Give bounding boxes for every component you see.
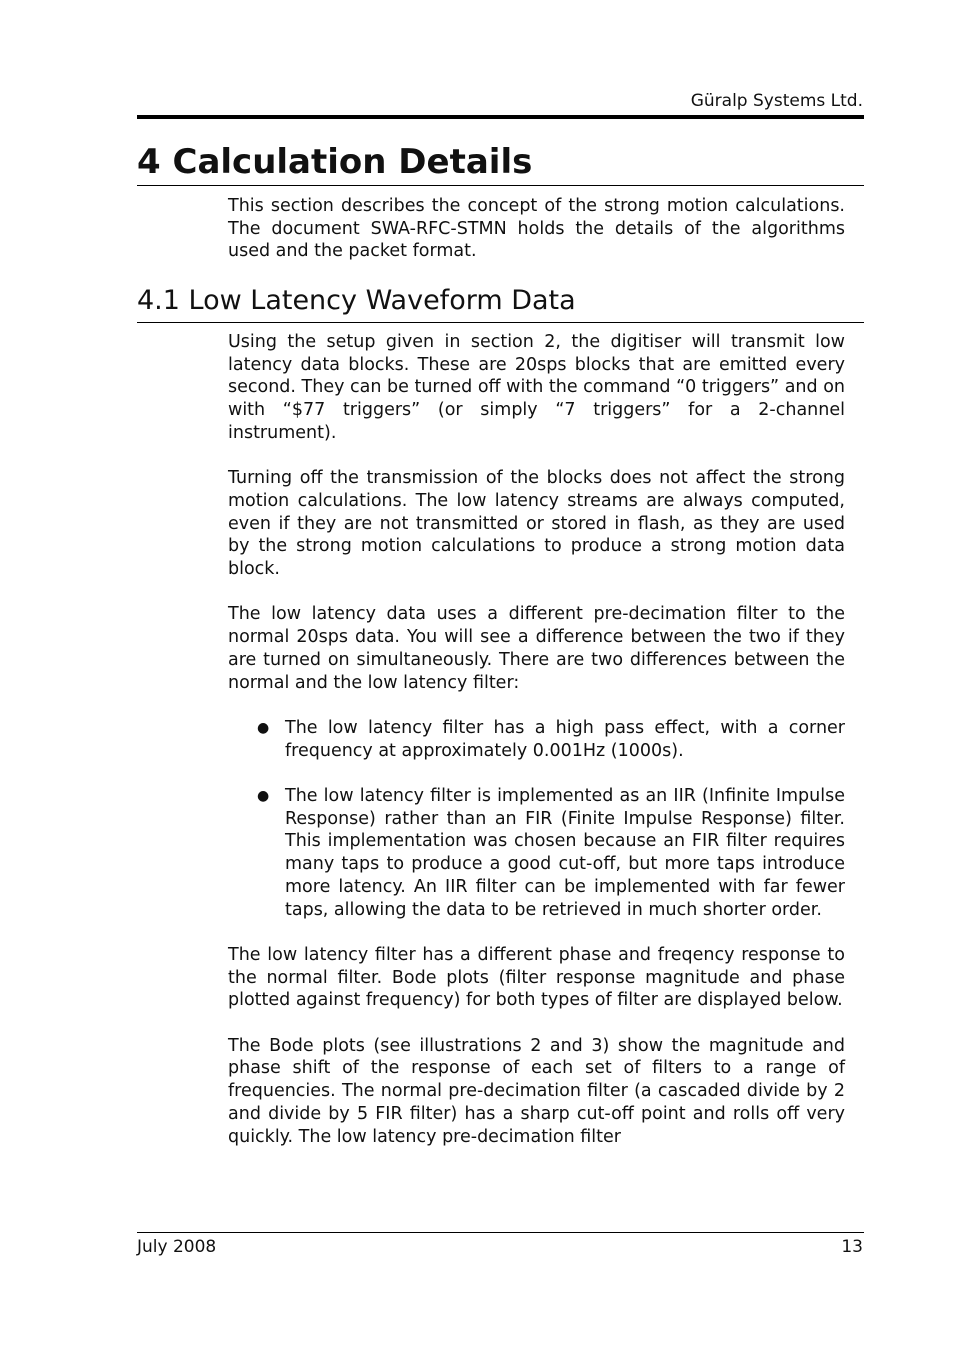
bullet-dot-icon: ●: [257, 788, 270, 804]
chapter-title: 4 Calculation Details: [137, 142, 533, 182]
bullet-text: The low latency filter is implemented as an IIR (Infinite Impulse Response) rather than an FIR (Finite Impulse Response) filter. This implementation was chosen because an FIR filter requires many taps to produce a good cut-off, but more taps introduce more latency. An IIR filter can be implemented with far fewer taps, allowing the data to be retrieved in much shorter order.: [285, 786, 845, 920]
paragraph: The low latency data uses a different pre-decimation filter to the normal 20sps data. You will see a difference between the two if they are turned on simultaneously. There are two differences between the normal and the low latency filter:: [228, 604, 845, 693]
header-company: Güralp Systems Ltd.: [690, 91, 863, 111]
footer-date: July 2008: [137, 1237, 217, 1257]
bullet-item: [228, 717, 845, 762]
bullet-text: The low latency filter has a high pass effect, with a corner frequency at approximately 0.001Hz (1000s).: [285, 717, 845, 761]
paragraph: The Bode plots (see illustrations 2 and 3) show the magnitude and phase shift of the response of each set of filters to a range of frequencies. The normal pre-decimation filter (a cascaded divide by 2 and divide by 5 FIR filter) has a sharp cut-off point and rolls off very quickly. The low latency pre-decimation filter: [228, 1035, 845, 1147]
section-title: 4.1 Low Latency Waveform Data: [137, 285, 576, 316]
chapter-rule: [137, 185, 864, 186]
chapter-intro: [228, 195, 845, 263]
footer-rule: [137, 1232, 864, 1233]
section-rule: [137, 322, 864, 323]
bullet-item: [228, 785, 845, 921]
paragraph: Using the setup given in section 2, the digitiser will transmit low latency data blocks. These are 20sps blocks that are emitted every second. They can be turned off with the command “0 triggers” and on with “$77 triggers” (or simply “7 triggers” for a 2-channel instrument).: [228, 332, 845, 443]
bullet-list: [228, 717, 845, 921]
header-rule: [137, 115, 864, 119]
paragraph: Turning off the transmission of the blocks does not affect the strong motion calculations. The low latency streams are always computed, even if they are not transmitted or stored in flash, as they are used by the strong motion calculations to produce a strong motion data block.: [228, 468, 845, 580]
bullet-dot-icon: ●: [257, 719, 270, 736]
paragraph: The low latency filter has a different phase and freqency response to the normal filter. Bode plots (filter response magnitude and phase plotted against frequency) for both types of filter are displayed below.: [228, 944, 845, 1011]
section-body: [228, 331, 845, 1171]
intro-paragraph: This section describes the concept of the strong motion calculations. The document SWA-RFC-STMN holds the details of the algorithms used and the packet format.: [228, 196, 845, 262]
page-number: 13: [841, 1237, 863, 1257]
